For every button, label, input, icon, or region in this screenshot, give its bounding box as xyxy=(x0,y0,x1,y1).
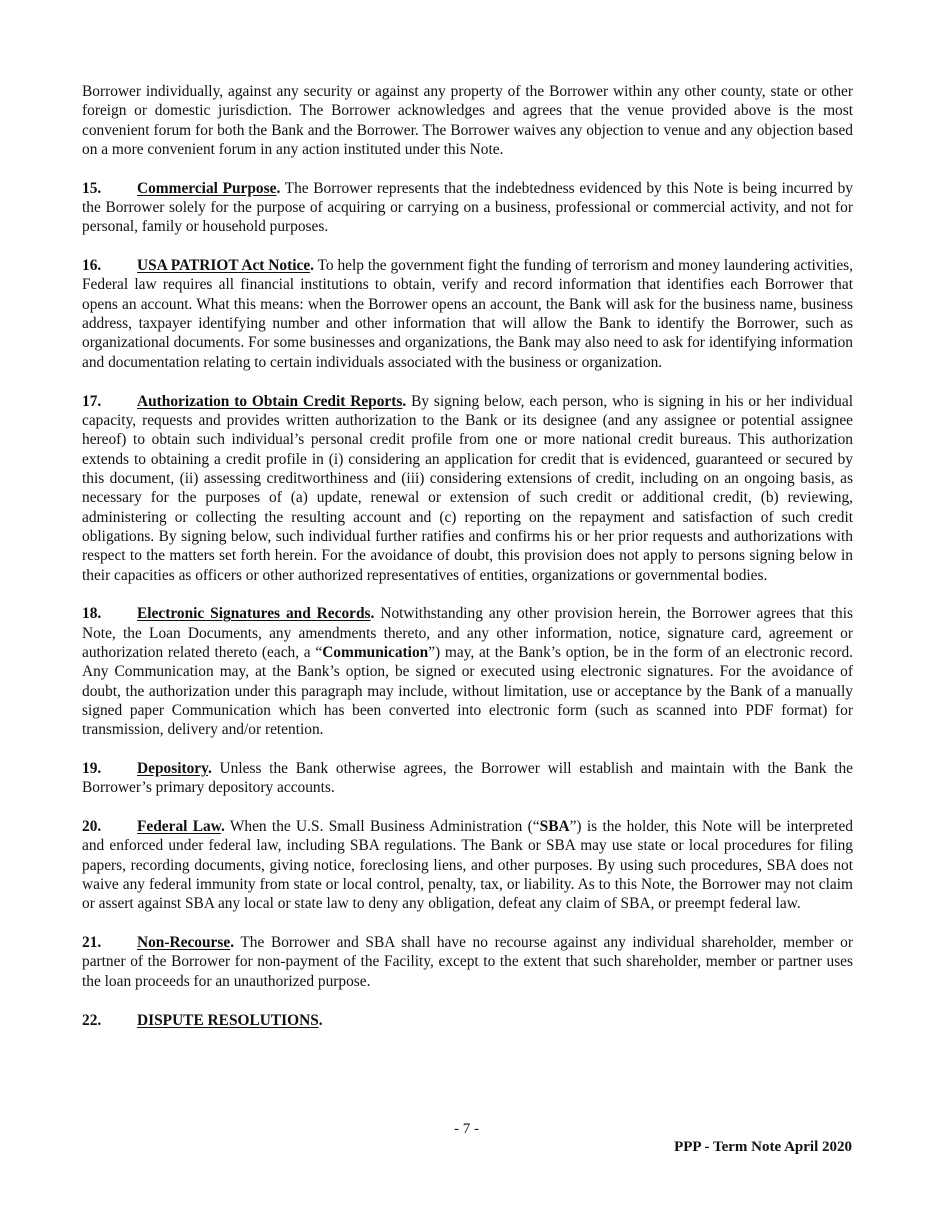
heading-period: . xyxy=(276,179,281,197)
section-19 xyxy=(82,759,853,798)
section-number: 17. xyxy=(82,392,102,410)
heading-period: . xyxy=(207,760,212,778)
section-number: 19. xyxy=(82,760,102,778)
section-number: 18. xyxy=(82,605,102,623)
continuation-paragraph: Borrower individually, against any security or against any property of the Borrower within any other county, state or other foreign or domestic jurisdiction. The Borrower acknowledges and agrees that the venue provided above is the most convenient forum for both the Bank and the Borrower. The Borrower waives any objection to venue and any objection based on a more convenient forum in any action instituted under this Note. xyxy=(82,83,853,159)
section-heading: Authorization to Obtain Credit Reports xyxy=(137,392,403,410)
section-number: 22. xyxy=(82,1011,102,1029)
heading-period: . xyxy=(370,605,375,623)
heading-period: . xyxy=(310,257,315,275)
section-heading: Depository xyxy=(137,760,208,778)
section-15 xyxy=(82,179,853,237)
page-number: - 7 - xyxy=(454,1121,479,1137)
section-body: ”) may, at the Bank’s option, be in the form of an electronic record. Any Communication may, at the Bank’s option, be signed or executed using electronic signatures. For the avoidance of doubt, the authorization under this paragraph may include, without limitation, use or acceptance by the Bank of a manually signed paper Communication which has been converted into electronic form (such as scanned into PDF format) for transmission, delivery and/or retention. xyxy=(82,643,853,739)
section-heading: DISPUTE RESOLUTIONS xyxy=(137,1011,319,1029)
heading-period: . xyxy=(318,1011,323,1029)
section-body: By signing below, each person, who is signing in his or her individual capacity, requests and provides written authorization to the Bank or its designee (and any assignee or potential assignee hereof) to obtain such individual’s personal credit profile from one or more national credit bureaus. This authorization extends to obtaining a credit profile in (i) considering an application for credit that is evidenced, guaranteed or secured by this document, (ii) assessing creditworthiness and (iii) considering extensions of credit, including on an ongoing basis, as necessary for the purposes of (a) update, renewal or extension of such credit or additional credit, (b) reviewing, administering or collecting the resulting account and (c) reporting on the repayment and satisfaction of such credit obligations. By signing below, such individual further ratifies and confirms his or her prior requests and authorizations with respect to the matters set forth herein. For the avoidance of doubt, this provision does not apply to persons signing below in their capacities as officers or other authorized representatives of entities, organizations or governmental bodies. xyxy=(82,392,853,584)
section-heading: USA PATRIOT Act Notice xyxy=(137,257,311,275)
section-heading: Federal Law xyxy=(137,818,221,836)
section-body: The Borrower represents that the indebtedness evidenced by this Note is being incurred by the Borrower solely for the purpose of acquiring or carrying on a business, professional or commercial activity, and not for personal, family or household purposes. xyxy=(82,179,853,236)
section-22 xyxy=(82,1011,853,1030)
section-number: 15. xyxy=(82,179,102,197)
section-body: ”) is the holder, this Note will be interpreted and enforced under federal law, including SBA regulations. The Bank or SBA may use state or local procedures for filing papers, recording documents, giving notice, foreclosing liens, and other purposes. By using such procedures, SBA does not waive any federal immunity from state or local control, penalty, tax, or liability. As to this Note, the Borrower may not claim or assert against SBA any local or state law to deny any obligation, defeat any claim of SBA, or preempt federal law. xyxy=(82,818,853,913)
section-body: When the U.S. Small Business Administration (“ xyxy=(224,818,540,836)
section-17 xyxy=(82,392,853,585)
document-page xyxy=(82,82,853,1030)
section-number: 21. xyxy=(82,934,102,952)
heading-period: . xyxy=(220,818,225,836)
section-number: 16. xyxy=(82,257,102,275)
section-body: Notwithstanding any other provision herein, the Borrower agrees that this Note, the Loan Documents, any amendments thereto, and any other information, notice, signature card, agreement or authorization related thereto (each, a “ xyxy=(82,605,853,661)
footer-document-title: PPP - Term Note April 2020 xyxy=(674,1139,852,1155)
defined-term: SBA xyxy=(539,818,570,836)
section-16 xyxy=(82,256,853,372)
section-20 xyxy=(82,817,853,914)
defined-term: Communication xyxy=(322,643,429,661)
section-heading: Commercial Purpose xyxy=(137,179,277,197)
section-number: 20. xyxy=(82,818,102,836)
heading-period: . xyxy=(230,934,235,952)
section-body: Unless the Bank otherwise agrees, the Borrower will establish and maintain with the Bank the Borrower’s primary depository accounts. xyxy=(82,760,853,797)
section-18 xyxy=(82,604,853,739)
section-body: The Borrower and SBA shall have no recourse against any individual shareholder, member or partner of the Borrower for non-payment of the Facility, except to the extent that such shareholder, member or partner uses the loan proceeds for an unauthorized purpose. xyxy=(82,934,853,990)
heading-period: . xyxy=(402,392,407,410)
section-21 xyxy=(82,933,853,991)
section-body: To help the government fight the funding of terrorism and money laundering activities, Federal law requires all financial institutions to obtain, verify and record information that identifies each Borrower that opens an account. What this means: when the Borrower opens an account, the Bank will ask for the business name, business address, taxpayer identifying number and other information that will allow the Bank to identify the Borrower, such as organizational documents. For some businesses and organizations, the Bank may also need to ask for identifying information and documentation relating to certain individuals associated with the business or organization. xyxy=(82,257,853,371)
section-heading: Electronic Signatures and Records xyxy=(137,605,371,623)
section-heading: Non-Recourse xyxy=(137,934,231,952)
